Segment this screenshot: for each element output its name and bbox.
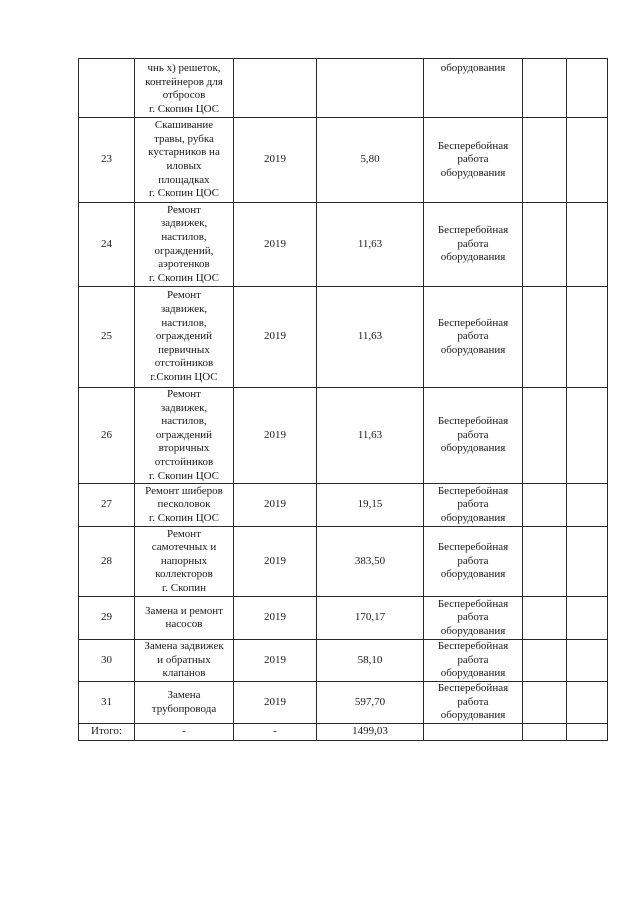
row-number: 31 <box>79 682 135 724</box>
work-description-line: травы, рубка <box>154 132 214 145</box>
result-cell <box>424 640 523 682</box>
result-line: оборудования <box>440 343 506 356</box>
row-number: 24 <box>79 203 135 287</box>
result-line: оборудования <box>440 166 506 179</box>
work-description-line: трубопровода <box>151 702 217 715</box>
year-cell: 2019 <box>234 597 317 640</box>
year-cell: 2019 <box>234 527 317 597</box>
empty-cell <box>523 484 567 527</box>
work-description-line: г. Скопин ЦОС <box>148 511 220 524</box>
result-line: работа <box>457 653 489 666</box>
empty-cell <box>567 640 608 682</box>
work-description-line: иловых <box>166 160 202 172</box>
total-row <box>79 724 608 741</box>
empty-cell <box>567 597 608 640</box>
result-line: Бесперебойная <box>437 316 509 329</box>
work-description <box>135 597 234 640</box>
work-description-line: вторичных <box>158 442 210 455</box>
amount-cell: 19,15 <box>317 484 424 527</box>
work-description-line: задвижек, <box>160 401 208 414</box>
work-description-line: г. Скопин ЦОС <box>148 102 220 115</box>
empty-cell <box>567 203 608 287</box>
result-line: оборудования <box>440 709 506 722</box>
result-line: работа <box>457 153 489 166</box>
work-description-line: г.Скопин ЦОС <box>150 370 218 383</box>
work-description-line: ограждений <box>155 428 213 441</box>
work-description-line: и обратных <box>157 653 211 666</box>
empty-cell <box>567 59 608 118</box>
result-line: Бесперебойная <box>437 139 509 152</box>
work-description-line: самотечных и <box>151 541 217 554</box>
result-cell <box>424 682 523 724</box>
work-description-line: настилов, <box>161 230 207 243</box>
result-cell <box>424 388 523 484</box>
table-row <box>79 59 608 118</box>
empty-cell <box>567 287 608 388</box>
work-description-line: г. Скопин ЦОС <box>148 271 220 284</box>
result-cell <box>424 59 523 118</box>
total-work: - <box>135 724 234 741</box>
work-description-line: настилов, <box>161 415 207 428</box>
empty-cell <box>523 527 567 597</box>
result-line: оборудования <box>440 667 506 680</box>
result-line: оборудования <box>440 568 506 581</box>
empty-cell <box>567 682 608 724</box>
result-line: Бесперебойная <box>437 682 509 695</box>
result-line: работа <box>457 330 489 343</box>
result-line: Бесперебойная <box>437 640 509 653</box>
work-description-line: Ремонт <box>166 203 201 216</box>
row-number: 25 <box>79 287 135 388</box>
empty-cell <box>567 527 608 597</box>
result-line: оборудования <box>440 624 506 637</box>
table-row <box>79 388 608 484</box>
work-description-line: ограждений, <box>154 244 214 257</box>
work-description <box>135 118 234 203</box>
work-description-line: Замена и ремонт <box>145 604 223 617</box>
row-number <box>79 59 135 118</box>
year-cell: 2019 <box>234 388 317 484</box>
work-description-line: Замена задвижек <box>144 640 224 653</box>
amount-cell: 383,50 <box>317 527 424 597</box>
work-description-line: задвижек, <box>160 217 208 230</box>
work-description-line: ограждений <box>155 330 213 343</box>
work-description <box>135 682 234 724</box>
investment-table <box>78 58 608 741</box>
row-number: 28 <box>79 527 135 597</box>
total-amount: 1499,03 <box>317 724 424 741</box>
year-cell: 2019 <box>234 118 317 203</box>
work-description-line: клапанов <box>162 667 206 680</box>
row-number: 23 <box>79 118 135 203</box>
work-description-line: Ремонт <box>166 388 201 400</box>
amount-cell: 11,63 <box>317 388 424 484</box>
result-line: оборудования <box>440 62 506 74</box>
amount-cell: 170,17 <box>317 597 424 640</box>
work-description-line: отстойников <box>154 357 214 370</box>
table-row <box>79 287 608 388</box>
result-line: работа <box>457 554 489 567</box>
work-description-line: г. Скопин ЦОС <box>148 187 220 200</box>
work-description <box>135 640 234 682</box>
table-row <box>79 118 608 203</box>
result-cell <box>424 287 523 388</box>
work-description-line: Ремонт <box>166 527 201 540</box>
table-row <box>79 527 608 597</box>
total-year: - <box>234 724 317 741</box>
result-line: работа <box>457 237 489 250</box>
result-line: работа <box>457 498 489 511</box>
amount-cell: 11,63 <box>317 203 424 287</box>
amount-cell: 58,10 <box>317 640 424 682</box>
result-line: работа <box>457 611 489 624</box>
empty-cell <box>567 484 608 527</box>
amount-cell: 5,80 <box>317 118 424 203</box>
year-cell: 2019 <box>234 640 317 682</box>
work-description <box>135 203 234 287</box>
empty-cell <box>523 59 567 118</box>
total-result <box>424 724 523 741</box>
work-description-line: Замена <box>167 689 201 702</box>
amount-cell: 597,70 <box>317 682 424 724</box>
work-description-line: чнь х) решеток, <box>147 62 221 74</box>
row-number: 27 <box>79 484 135 527</box>
result-line: Бесперебойная <box>437 415 509 428</box>
amount-cell: 11,63 <box>317 287 424 388</box>
empty-cell <box>523 682 567 724</box>
work-description <box>135 59 234 118</box>
result-cell <box>424 527 523 597</box>
work-description-line: первичных <box>158 343 210 356</box>
work-description-line: отстойников <box>154 455 214 468</box>
result-line: оборудования <box>440 511 506 524</box>
empty-cell <box>523 724 567 741</box>
work-description <box>135 484 234 527</box>
work-description-line: г. Скопин <box>161 582 207 595</box>
work-description-line: коллекторов <box>155 568 213 581</box>
row-number: 29 <box>79 597 135 640</box>
empty-cell <box>567 724 608 741</box>
empty-cell <box>567 388 608 484</box>
year-cell: 2019 <box>234 682 317 724</box>
table-row <box>79 484 608 527</box>
result-line: Бесперебойная <box>437 224 509 237</box>
table-row <box>79 640 608 682</box>
result-line: работа <box>457 695 489 708</box>
empty-cell <box>523 597 567 640</box>
year-cell: 2019 <box>234 287 317 388</box>
result-line: работа <box>457 428 489 441</box>
work-description-line: задвижек, <box>160 303 208 316</box>
empty-cell <box>567 118 608 203</box>
result-line: Бесперебойная <box>437 597 509 610</box>
work-description-line: насосов <box>165 618 203 631</box>
empty-cell <box>523 388 567 484</box>
result-line: Бесперебойная <box>437 484 509 497</box>
result-line: Бесперебойная <box>437 541 509 554</box>
total-label: Итого: <box>79 724 135 741</box>
amount-cell <box>317 59 424 118</box>
result-line: оборудования <box>440 442 506 455</box>
result-cell <box>424 597 523 640</box>
work-description-line: Ремонт шиберов <box>145 484 223 497</box>
table-body <box>79 59 608 741</box>
year-cell <box>234 59 317 118</box>
result-line: оборудования <box>440 251 506 264</box>
work-description-line: Скашивание <box>154 119 214 132</box>
result-cell <box>424 118 523 203</box>
empty-cell <box>523 203 567 287</box>
result-cell <box>424 484 523 527</box>
work-description-line: аэротенков <box>158 258 210 271</box>
work-description-line: отбросов <box>162 89 206 102</box>
work-description-line: песколовок <box>157 498 211 511</box>
row-number: 30 <box>79 640 135 682</box>
table-row <box>79 597 608 640</box>
empty-cell <box>523 118 567 203</box>
work-description-line: напорных <box>160 554 208 567</box>
work-description-line: кустарников на <box>148 146 220 159</box>
row-number: 26 <box>79 388 135 484</box>
work-description-line: контейнеров для <box>145 75 223 88</box>
work-description <box>135 527 234 597</box>
result-cell <box>424 203 523 287</box>
work-description <box>135 388 234 484</box>
work-description-line: настилов, <box>161 316 207 329</box>
empty-cell <box>523 640 567 682</box>
work-description-line: площадках <box>158 173 210 186</box>
work-description-line: Ремонт <box>166 289 201 302</box>
table-row <box>79 682 608 724</box>
work-description-line: г. Скопин ЦОС <box>148 469 220 482</box>
empty-cell <box>523 287 567 388</box>
year-cell: 2019 <box>234 203 317 287</box>
year-cell: 2019 <box>234 484 317 527</box>
table-row <box>79 203 608 287</box>
work-description <box>135 287 234 388</box>
